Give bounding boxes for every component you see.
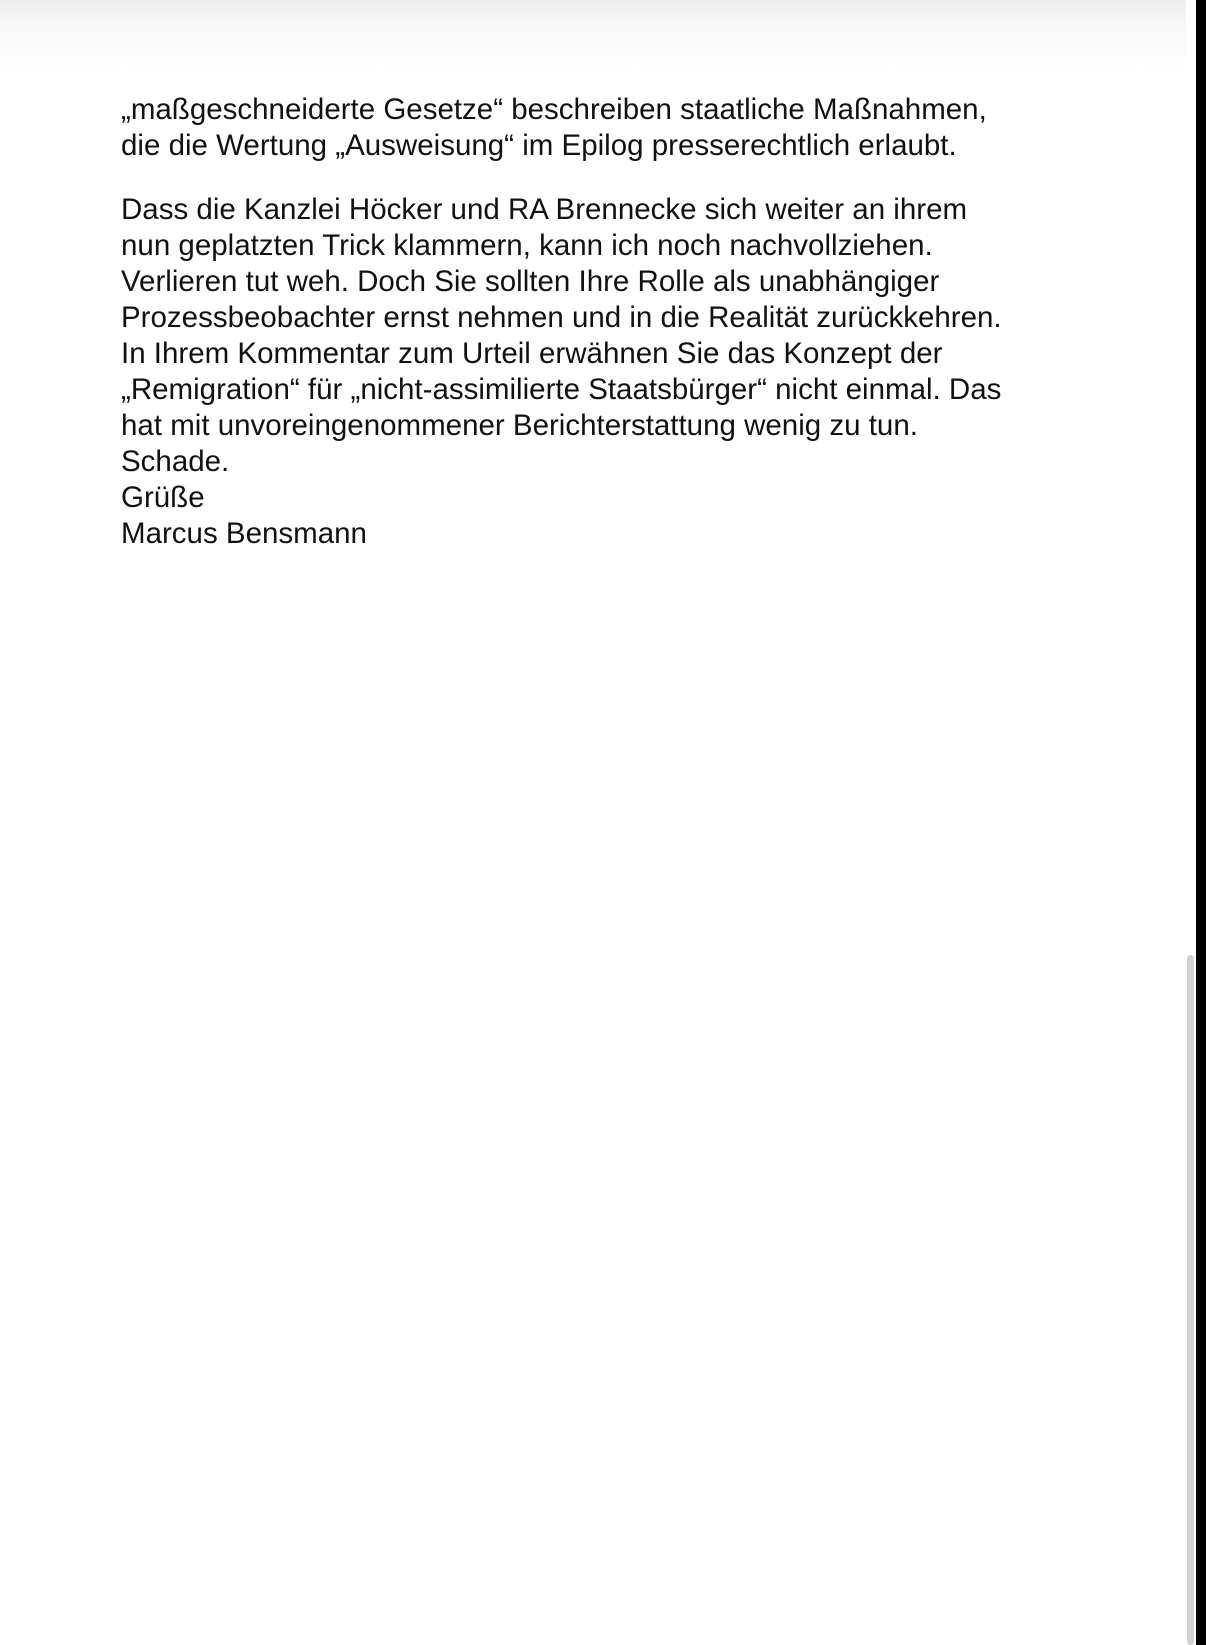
text-line: hat mit unvoreingenommener Berichterstattung wenig zu tun. [121,409,918,442]
signature: Marcus Bensmann [121,517,367,550]
text-line: Verlieren tut weh. Doch Sie sollten Ihre Rolle als unabhängiger [121,265,940,298]
top-shadow [0,0,1196,70]
scrollbar-thumb[interactable] [1187,955,1194,1645]
text-line: „maßgeschneiderte Gesetze“ beschreiben staatliche Maßnahmen, [121,93,987,126]
text-line: nun geplatzten Trick klammern, kann ich noch nachvollziehen. [121,229,933,262]
document-body [121,92,1131,552]
text-line: Prozessbeobachter ernst nehmen und in die Realität zurückkehren. [121,301,1002,334]
paragraph-2 [121,192,1131,552]
text-line: die die Wertung „Ausweisung“ im Epilog presserechtlich erlaubt. [121,129,957,162]
closing-greeting: Grüße [121,481,205,514]
paragraph-1 [121,92,1131,164]
text-line: In Ihrem Kommentar zum Urteil erwähnen Sie das Konzept der [121,337,943,370]
text-line: Dass die Kanzlei Höcker und RA Brennecke sich weiter an ihrem [121,193,968,226]
text-line: Schade. [121,445,230,478]
text-line: „Remigration“ für „nicht-assimilierte Staatsbürger“ nicht einmal. Das [121,373,1002,406]
